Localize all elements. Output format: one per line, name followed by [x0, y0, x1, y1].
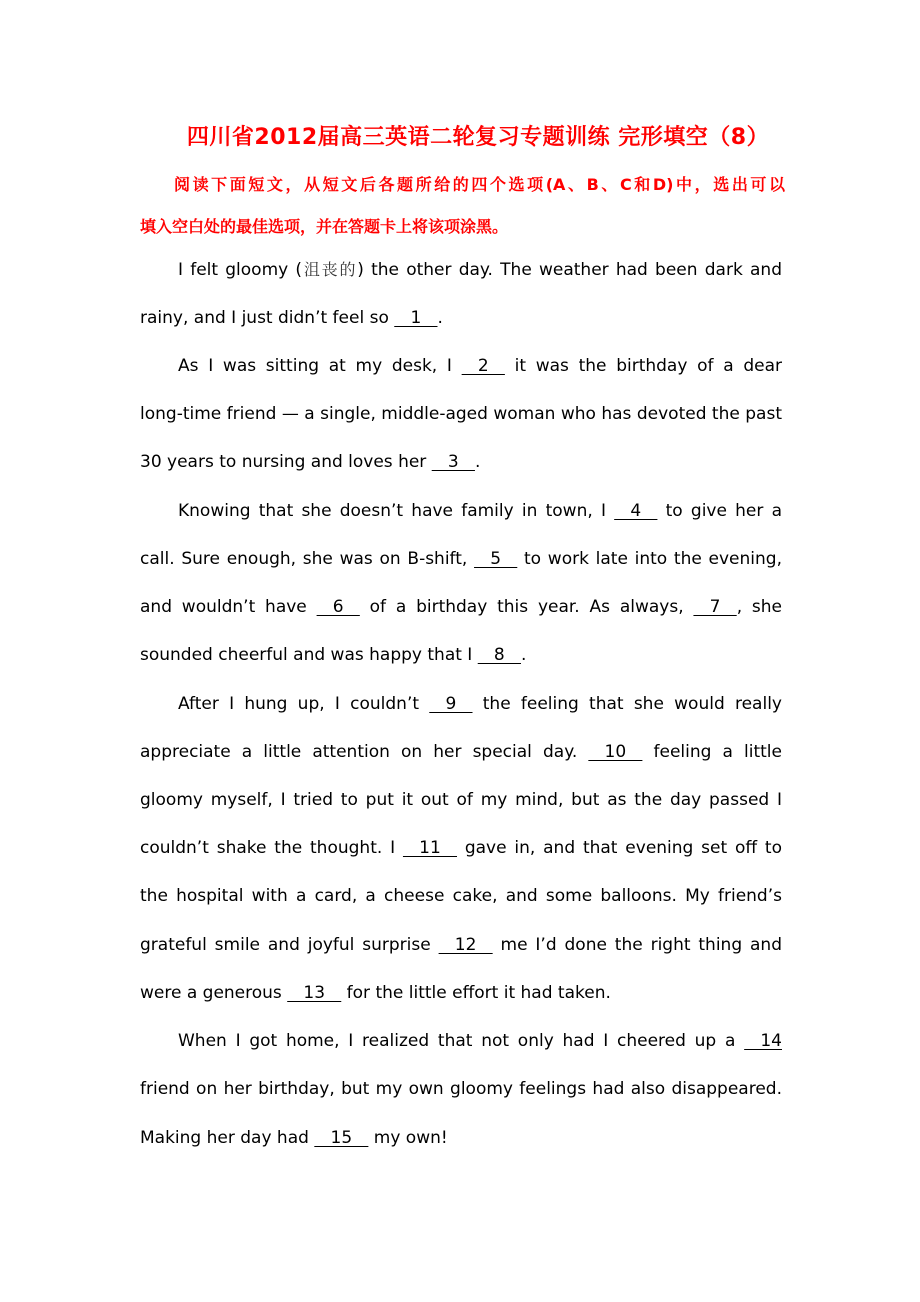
text: were a generous: [140, 983, 288, 1003]
blank-4: 4: [614, 501, 658, 521]
text: to work late into the evening,: [517, 549, 782, 569]
blank-10: 10: [588, 742, 643, 762]
text: my own!: [368, 1128, 448, 1148]
instructions-line-2: 填入空白处的最佳选项，并在答题卡上将该项涂黑。: [140, 217, 509, 236]
blank-5: 5: [474, 549, 518, 569]
text: After I hung up, I couldn’t: [178, 694, 430, 714]
text: , she: [736, 597, 782, 617]
text: When I got home, I realized that not only had I cheered up a: [178, 1031, 745, 1051]
passage-line: [140, 354, 782, 378]
passage-line: the hospital with a card, a cheese cake, and some balloons. My friend’s: [140, 886, 782, 906]
text: .: [437, 308, 443, 328]
document-title: 四川省2012届高三英语二轮复习专题训练 完形填空（8）: [186, 125, 770, 150]
passage-line: [140, 306, 782, 330]
passage-line: [140, 933, 782, 957]
passage-line: [140, 450, 782, 474]
text: ) the other day. The weather had been dark and: [357, 260, 782, 280]
text: As I was sitting at my desk, I: [178, 356, 462, 376]
blank-15: 15: [314, 1128, 369, 1148]
passage-line: friend on her birthday, but my own gloomy feelings had also disappeared.: [140, 1079, 782, 1099]
passage-line: [140, 258, 782, 282]
text: Knowing that she doesn’t have family in town, I: [178, 501, 615, 521]
passage-line: gloomy myself, I tried to put it out of my mind, but as the day passed I: [140, 790, 782, 810]
blank-12: 12: [438, 935, 493, 955]
passage-line: [140, 1029, 782, 1053]
blank-9: 9: [429, 694, 473, 714]
blank-14: 14: [744, 1031, 782, 1051]
passage-line: [140, 1126, 782, 1150]
passage-line: [140, 692, 782, 716]
instructions-line-1: 阅读下面短文，从短文后各题所给的四个选项(A、B、C和D)中，选出可以: [174, 175, 785, 194]
passage-line: [140, 499, 782, 523]
blank-1: 1: [394, 308, 438, 328]
text: to give her a: [657, 501, 782, 521]
chinese-gloss: 沮丧的: [302, 260, 358, 279]
text: sounded cheerful and was happy that I: [140, 645, 478, 665]
blank-13: 13: [287, 983, 342, 1003]
text: the feeling that she would really: [472, 694, 782, 714]
blank-2: 2: [461, 356, 505, 376]
text: of a birthday this year. As always,: [359, 597, 694, 617]
blank-8: 8: [477, 645, 521, 665]
text: couldn’t shake the thought. I: [140, 838, 403, 858]
text: I felt gloomy (: [178, 260, 303, 280]
blank-3: 3: [431, 452, 475, 472]
text: .: [520, 645, 527, 665]
text: it was the birthday of a dear: [504, 356, 782, 376]
blank-6: 6: [316, 597, 360, 617]
blank-11: 11: [402, 838, 458, 858]
passage-line: long-time friend — a single, middle-aged woman who has devoted the past: [140, 404, 782, 424]
text: .: [474, 452, 481, 472]
passage-line: [140, 547, 782, 571]
passage-line: [140, 595, 782, 619]
passage-line: [140, 981, 782, 1005]
blank-7: 7: [693, 597, 737, 617]
text: call. Sure enough, she was on B-shift,: [140, 549, 475, 569]
text: me I’d done the right thing and: [492, 935, 782, 955]
passage-line: [140, 836, 782, 860]
passage-line: [140, 740, 782, 764]
text: feeling a little: [642, 742, 782, 762]
text: for the little effort it had taken.: [341, 983, 611, 1003]
text: Making her day had: [140, 1128, 315, 1148]
text: rainy, and I just didn’t feel so: [140, 308, 395, 328]
text: grateful smile and joyful surprise: [140, 935, 439, 955]
text: and wouldn’t have: [140, 597, 317, 617]
text: gave in, and that evening set off to: [457, 838, 782, 858]
text: appreciate a little attention on her special day.: [140, 742, 589, 762]
passage-line: [140, 643, 782, 667]
text: 30 years to nursing and loves her: [140, 452, 432, 472]
